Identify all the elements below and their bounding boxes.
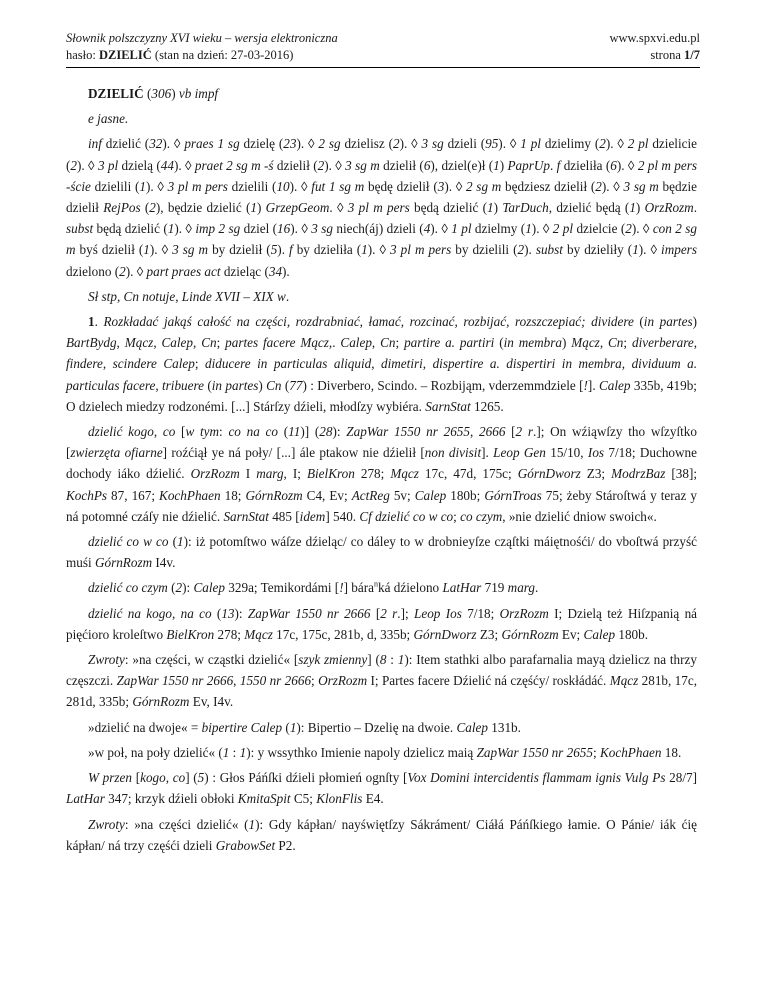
sources-note: Sł stp, Cn notuje, Linde XVII – XIX w.: [88, 288, 290, 304]
phrase-na-poly: »w poł, na poły dzielić« (1 : 1): y wssythko Imienie napoly dzielicz maią ZapWar 1550 nr 2655; KochPhaen 18.: [88, 744, 682, 760]
header-left: [66, 30, 338, 64]
header-right: [609, 30, 700, 64]
construction-co-czym: dzielić co czym (2): Calep 329a; Temikordámi [!] bára$^n$ká dźielono LatHar 719 marg.: [88, 580, 539, 596]
inflection-forms: inf dzielić (32). ◊ praes 1 sg dzielę (23). ◊ 2 sg dzielisz (2). ◊ 3 sg dzieli (95). ◊ 1 pl dzielimy (2). ◊ 2 pl dzielicie (2). ◊ 3 pl dzielą (44). ◊ praet 2 sg m -ś dzielił (2). ◊ 3 sg m dzielił (6), dziel(e)ł (1) PaprUp. f dzieliła (6). ◊ 2 pl m pers -ście dzielili (1). ◊ 3 pl m pers dzielili (10). ◊ fut 1 sg m będę dzielił (3). ◊ 2 sg m będziesz dzielił (2). ◊ 3 sg m będzie dzielił RejPos (2), będzie dzielić (1) GrzepGeom. ◊ 3 pl m pers będą dzielić (1) TarDuch, dzielić będą (1) OrzRozm. subst będą dzielić (1). ◊ imp 2 sg dziel (16). ◊ 3 sg niech(áj) dzieli (4). ◊ 1 pl dzielmy (1). ◊ 2 pl dzielcie (2). ◊ con 2 sg m byś dzielił (1). ◊ 3 sg m by dzielił (5). f by dzieliła (1). ◊ 3 pl m pers by dzielili (2). subst by dzieliły (1). ◊ impers dzielono (2). ◊ part praes act dzieląc (34).: [66, 136, 697, 279]
phrase-na-dwoje: »dzielić na dwoje« = bipertire Calep (1): Bipertio – Dzelię na dwoie. Calep 131b.: [88, 719, 521, 735]
dictionary-title: Słownik polszczyzny XVI wieku – wersja elektroniczna: [66, 31, 338, 45]
figurative-use: W przen [kogo, co] (5) : Głos Páńſki dźieli płomień ognſty [Vox Domini intercidentis flammam ignis Vulg Ps 28/7] LatHar 347; krzyk dźieli obłoki KmitaSpit C5; KlonFlis E4.: [66, 770, 697, 807]
site-url[interactable]: www.spxvi.edu.pl: [609, 31, 700, 45]
construction-kogo-co: dzielić kogo, co [w tym: co na co (11)] (28): ZapWar 1550 nr 2655, 2666 [2 r.]; On wźiąwſzy tho wſzyſtko [zwierzęta ofiarne] roźćiął ye ná poły/ [...] ále ptakow nie dźielił [non divisit]. Leop Gen 15/10, Ios 7/18; Duchowne dochody iáko dźielić. OrzRozm I marg, I; BielKron 278; Mącz 17c, 47d, 175c; GórnDworz Z3; ModrzBaz [38]; KochPs 87, 167; KochPhaen 18; GórnRozm C4, Ev; ActReg 5v; Calep 180b; GórnTroas 75; żeby Stároſtwá y teraz y ná potomné czáſy nie dźielić. SarnStat 485 [idem] 540. Cf dzielić co w co; co czym, »nie dzielić dniow swoich«.: [66, 424, 698, 524]
header-divider: [66, 67, 700, 68]
vowel-note: e jasne.: [88, 111, 129, 127]
occurrence-count: 306: [151, 86, 172, 101]
entry-content: [66, 83, 697, 860]
page-header: [66, 30, 700, 64]
sense-1: 1. Rozkładać jakąś całość na części, rozdrabniać, łamać, rozcinać, rozbijać, rozszczepiać; dividere (in partes) BartBydg, Mącz, Calep, Cn; partes facere Mącz,. Calep, Cn; partire a. partiri (in membra) Mącz, Cn; diverberare, findere, scindere Calep; diducere in particulas aliquid, dimetiri, dispertire a. dispertiri in membra, dividuum a. particulas facere, tribuere (in partes) Cn (77) : Diverbero, Scindo. – Rozbijąm, vderzemmdziele [!]. Calep 335b, 419b; O dzielech miedzy rodzonémi. [...] Stárſzy dźieli, młodſzy wybiéra. SarnStat 1265.: [66, 314, 698, 414]
headword: DZIELIĆ: [88, 86, 144, 101]
phrases-figurative: Zwroty: »na części dzielić« (1): Gdy kápłan/ nayświętſzy Sákráment/ Ciáłá Páńſkiego łamie. O Pánie/ iák ćię kápłan/ ná trzy częśći dzieli GrabowSet P2.: [66, 816, 697, 853]
construction-na-kogo: dzielić na kogo, na co (13): ZapWar 1550 nr 2666 [2 r.]; Leop Ios 7/18; OrzRozm I; Dzielą też Hiſzpanią ná pięćioro kroleſtwo BielKron 278; Mącz 17c, 175c, 281b, d, 335b; GórnDworz Z3; GórnRozm Ev; Calep 180b.: [66, 605, 698, 642]
page-number: strona 1/7: [650, 48, 700, 62]
entry-headline: DZIELIĆ (306) vb impf: [88, 86, 219, 101]
entry-status: hasło: DZIELIĆ (stan na dzień: 27-03-2016): [66, 48, 294, 62]
part-of-speech: vb impf: [178, 86, 219, 101]
phrases-na-czesci: Zwroty: »na części, w cząstki dzielić« [szyk zmienny] (8 : 1): Item stathki albo parafarnalia mayą dzielicz na thrzy częszczi. ZapWar 1550 nr 2666, 1550 nr 2666; OrzRozm I; Partes facere Dźielić ná częśćy/ roskłádáć. Mącz 281b, 17c, 281d, 335b; GórnRozm Ev, I4v.: [66, 652, 698, 710]
construction-co-w-co: dzielić co w co (1): iż potomſtwo wáſze dźieląc/ co dáley to w drobnieyſze cząſtki máiętnośći/ do vboſtwá przyść muśi GórnRozm I4v.: [66, 534, 697, 571]
